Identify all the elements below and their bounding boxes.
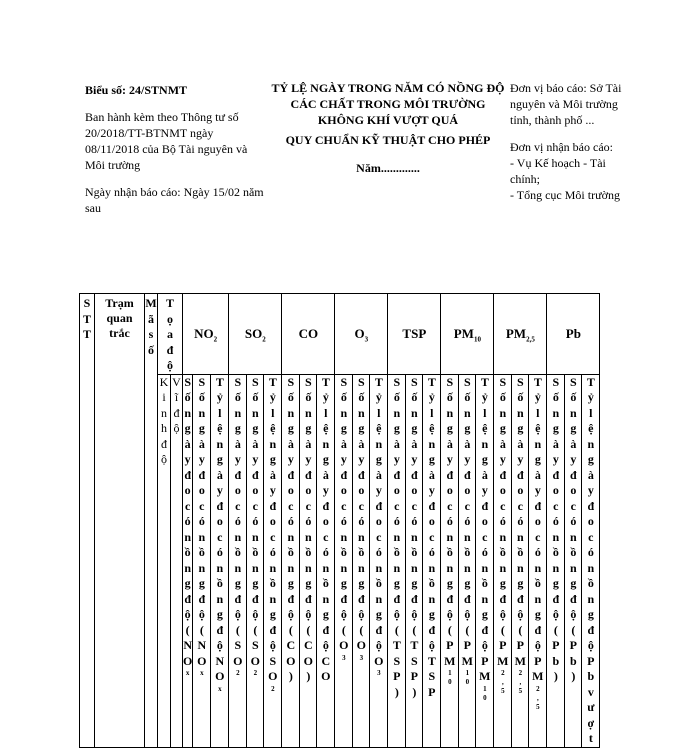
receiving-unit-1: - Vụ Kế hoạch - Tài chính; bbox=[510, 156, 606, 186]
exceed-days-cell-text: S ố n g à y đ o c ó n ồ n g đ ộ ( P M 1 0 bbox=[461, 374, 473, 686]
form-number-label: Biểu số: bbox=[85, 83, 127, 97]
exceed-days-cell-text: S ố n g à y đ o c ó n ồ n g đ ộ ( T S P ) bbox=[410, 374, 419, 699]
ratio-cell bbox=[211, 374, 229, 747]
pollutant-name: NO bbox=[194, 325, 214, 341]
latitude-header bbox=[171, 374, 183, 747]
exceed-days-cell bbox=[406, 374, 423, 747]
pollutant-group-header bbox=[388, 294, 441, 375]
exceed-days-cell bbox=[300, 374, 317, 747]
total-days-cell bbox=[183, 374, 193, 747]
total-days-cell bbox=[494, 374, 512, 747]
station-header-text: Trạm quan trắc bbox=[105, 296, 134, 340]
pollutant-name: CO bbox=[298, 325, 319, 341]
total-days-cell bbox=[335, 374, 353, 747]
station-header bbox=[95, 294, 145, 748]
pollutant-subscript: 2 bbox=[262, 335, 266, 344]
pollutant-subscript: 2,5 bbox=[526, 335, 535, 344]
total-days-cell-text: S ố n g à y đ o c ó n ồ n g đ ộ ( P M 1 0 bbox=[444, 374, 456, 686]
ratio-cell bbox=[264, 374, 282, 747]
ratio-cell-text: T ỷ l ệ n g à y đ o c ó n ồ n g đ ộ T S P bbox=[427, 374, 436, 699]
form-code: 24/STNMT bbox=[129, 83, 188, 97]
stt-header bbox=[80, 294, 95, 748]
total-days-cell-text: S ố n g à y đ o c ó n ồ n g đ ộ ( O 3 bbox=[339, 374, 349, 662]
total-days-cell bbox=[547, 374, 565, 747]
ratio-cell-text: T ỷ l ệ n g à y đ o c ó n ồ n g đ ộ P M 2 , 5 bbox=[532, 374, 544, 711]
exceed-days-cell-text: S ố n g à y đ o c ó n ồ n g đ ộ ( O 3 bbox=[356, 374, 367, 662]
pollutant-name: PM bbox=[505, 325, 527, 341]
ratio-cell bbox=[476, 374, 494, 747]
latitude-header-text: V ĩ đ ộ bbox=[172, 374, 181, 435]
table-header-row-1 bbox=[80, 294, 616, 375]
total-days-cell bbox=[441, 374, 459, 747]
total-days-cell-text: S ố n g à y đ o c ó n ồ n g đ ộ ( C O ) bbox=[286, 374, 296, 683]
total-days-cell-text: S ố n g à y đ o c ó n ồ n g đ ộ ( T S P ) bbox=[392, 374, 401, 699]
exceed-days-cell bbox=[247, 374, 264, 747]
table-header-row-2 bbox=[80, 374, 616, 747]
station-code-header bbox=[145, 294, 158, 748]
issued-with: Ban hành kèm theo Thông tư số 20/2018/TT-BTNMT ngày 08/11/2018 của Bộ Tài nguyên và Môi trường bbox=[85, 110, 248, 172]
total-days-cell-text: S ố n g à y đ o c ó n ồ n g đ ộ ( N O x bbox=[183, 374, 193, 677]
title-line-2: QUY CHUẨN KỸ THUẬT CHO PHÉP bbox=[285, 133, 491, 147]
pollutant-name: O bbox=[354, 325, 365, 341]
longitude-header-text: K i n h đ ộ bbox=[159, 374, 169, 466]
exceed-days-cell-text: S ố n g à y đ o c ó n ồ n g đ ộ ( P b ) bbox=[569, 374, 578, 683]
title-line-1: TỶ LỆ NGÀY TRONG NĂM CÓ NỒNG ĐỘ CÁC CHẤT TRONG MÔI TRƯỜNG KHÔNG KHÍ VƯỢT QUÁ bbox=[271, 81, 505, 127]
exceed-days-cell bbox=[459, 374, 476, 747]
exceed-days-cell-text: S ố n g à y đ o c ó n ồ n g đ ộ ( C O ) bbox=[303, 374, 314, 683]
pollutant-name: Pb bbox=[565, 325, 581, 341]
year-label: Năm............. bbox=[356, 161, 420, 175]
pollutant-name: SO bbox=[244, 325, 263, 341]
exceed-days-cell-text: S ố n g à y đ o c ó n ồ n g đ ộ ( P M 2 , 5 bbox=[514, 374, 526, 695]
stt-header-text: S T T bbox=[82, 296, 91, 341]
coords-header-text: T ọ a đ ộ bbox=[165, 296, 174, 372]
exceed-days-cell-text: S ố n g à y đ o c ó n ồ n g đ ộ ( N O x bbox=[197, 374, 207, 677]
receiving-unit-2: - Tổng cục Môi trường bbox=[510, 188, 620, 202]
longitude-header bbox=[158, 374, 171, 747]
ratio-cell-text: T ỷ l ệ n g à y đ o c ó n ồ n g đ ộ S O 2 bbox=[268, 374, 278, 693]
ratio-cell-text: T ỷ l ệ n g à y đ o c ó n ồ n g đ ộ P b v ư ợ t bbox=[586, 374, 595, 745]
pollutant-group-header bbox=[183, 294, 229, 375]
pollutant-subscript: 2 bbox=[213, 335, 218, 344]
exceed-days-cell bbox=[565, 374, 582, 747]
received-date: Ngày nhận báo cáo: Ngày 15/02 năm sau bbox=[85, 185, 264, 215]
exceed-days-cell-text: S ố n g à y đ o c ó n ồ n g đ ộ ( S O 2 bbox=[250, 374, 261, 677]
pollutant-name: TSP bbox=[402, 325, 427, 341]
ratio-cell-text: T ỷ l ệ n g à y đ o c ó n ồ n g đ ộ N O x bbox=[215, 374, 225, 693]
ratio-cell bbox=[529, 374, 547, 747]
ratio-cell-text: T ỷ l ệ n g à y đ o c ó n ồ n g đ ộ O 3 bbox=[374, 374, 384, 677]
station-code-header-text: M ã s ố bbox=[145, 296, 157, 357]
document-title bbox=[268, 80, 508, 188]
pollutant-name: PM bbox=[453, 325, 474, 341]
ratio-cell bbox=[370, 374, 388, 747]
pollutant-group-header bbox=[494, 294, 547, 375]
pollutant-group-header bbox=[547, 294, 600, 375]
pollutant-subscript: 3 bbox=[364, 335, 369, 344]
total-days-cell bbox=[388, 374, 406, 747]
pollutant-group-header bbox=[335, 294, 388, 375]
reporting-unit: Đơn vị báo cáo: Sở Tài nguyên và Môi trường tỉnh, thành phố ... bbox=[510, 81, 622, 127]
form-number bbox=[85, 82, 270, 98]
exceed-days-cell bbox=[193, 374, 211, 747]
receiving-unit-label: Đơn vị nhận báo cáo: bbox=[510, 140, 613, 154]
exceed-days-cell bbox=[512, 374, 529, 747]
total-days-cell-text: S ố n g à y đ o c ó n ồ n g đ ộ ( S O 2 bbox=[233, 374, 243, 677]
data-table bbox=[79, 293, 616, 748]
form-info bbox=[85, 82, 270, 227]
coords-header bbox=[158, 294, 183, 375]
ratio-cell bbox=[582, 374, 600, 747]
pollutant-subscript: 10 bbox=[473, 335, 481, 344]
total-days-cell bbox=[229, 374, 247, 747]
total-days-cell-text: S ố n g à y đ o c ó n ồ n g đ ộ ( P M 2 , 5 bbox=[497, 374, 509, 695]
exceed-days-cell bbox=[353, 374, 370, 747]
units-info bbox=[510, 80, 622, 203]
pollutant-group-header bbox=[229, 294, 282, 375]
total-days-cell bbox=[282, 374, 300, 747]
ratio-cell-text: T ỷ l ệ n g à y đ o c ó n ồ n g đ ộ C O bbox=[321, 374, 331, 683]
ratio-cell bbox=[423, 374, 441, 747]
total-days-cell-text: S ố n g à y đ o c ó n ồ n g đ ộ ( P b ) bbox=[552, 374, 560, 683]
ratio-cell-text: T ỷ l ệ n g à y đ o c ó n ồ n g đ ộ P M 1 0 bbox=[479, 374, 491, 702]
pollutant-group-header bbox=[441, 294, 494, 375]
ratio-cell bbox=[317, 374, 335, 747]
pollutant-group-header bbox=[282, 294, 335, 375]
